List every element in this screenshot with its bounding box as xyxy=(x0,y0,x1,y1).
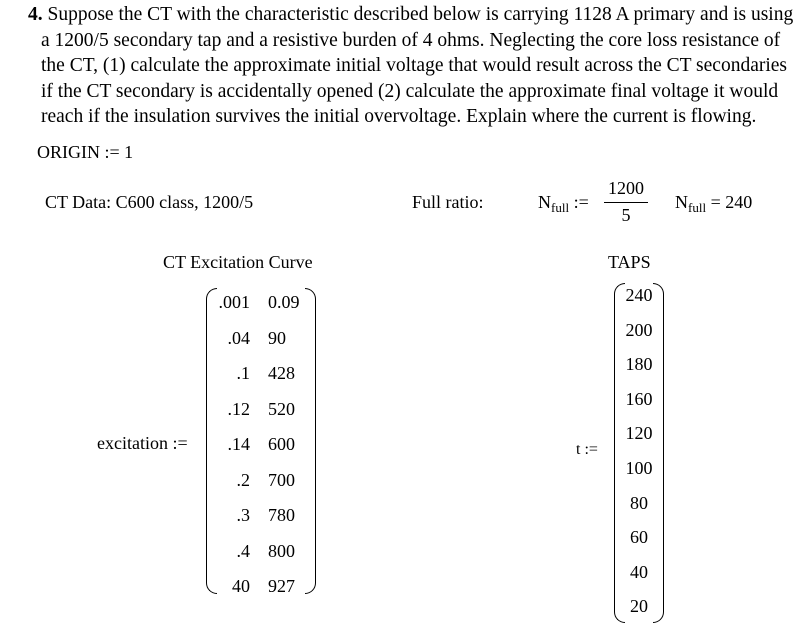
excitation-voltage-cell: 90 xyxy=(268,327,286,348)
excitation-current-cell: .2 xyxy=(236,469,250,490)
tap-cell: 20 xyxy=(630,596,648,617)
tap-cell: 80 xyxy=(630,492,648,513)
excitation-voltage-cell: 927 xyxy=(268,576,295,596)
problem-text: Suppose the CT with the characteristic described below is carrying 1128 A primary and is using a 1200/5 secondary tap and a resistive burden of 4 ohms. Neglecting the core loss resistance of the CT, (1) calculate the approximate initial voltage that would result across the CT secondaries if the CT secondary is accidentally opened (2) calculate the approximate final voltage it would reach if the insulation survives the initial overvoltage. Explain where the current is flowing. xyxy=(41,4,794,127)
tap-cell: 100 xyxy=(625,458,653,478)
excitation-label: excitation := xyxy=(97,433,188,453)
excitation-voltage-cell: 700 xyxy=(268,469,295,490)
excitation-voltage-cell: 780 xyxy=(268,505,295,525)
excitation-voltage-cell: 800 xyxy=(268,540,295,561)
excitation-voltage-cell: 600 xyxy=(268,434,295,454)
fraction-numerator: 1200 xyxy=(608,178,644,198)
tap-cell: 120 xyxy=(625,423,653,444)
taps-title: TAPS xyxy=(608,252,651,272)
excitation-row xyxy=(206,470,316,490)
tap-cell: 160 xyxy=(625,388,653,409)
excitation-voltage-cell: 0.09 xyxy=(268,292,300,312)
nfull-definition xyxy=(538,192,589,213)
taps-label: t := xyxy=(576,441,598,458)
nfull-result-value: = 240 xyxy=(710,192,753,212)
nfull-subscript: full xyxy=(551,200,570,215)
nfull-symbol: N xyxy=(538,192,551,212)
nfull-result xyxy=(675,192,752,213)
problem-statement xyxy=(28,2,798,130)
tap-cell: 60 xyxy=(630,527,648,548)
excitation-current-cell: .3 xyxy=(236,505,250,525)
tap-cell: 200 xyxy=(625,319,653,340)
excitation-curve-title: CT Excitation Curve xyxy=(163,252,313,272)
fraction-bar xyxy=(604,202,648,203)
excitation-matrix xyxy=(206,288,316,594)
excitation-current-cell: 40 xyxy=(232,576,250,596)
problem-number: 4. xyxy=(28,4,43,25)
excitation-current-cell: .04 xyxy=(227,327,250,348)
assign-operator: := xyxy=(573,192,589,212)
nfull-result-symbol: N xyxy=(675,192,688,212)
excitation-row xyxy=(206,363,316,383)
tap-cell: 40 xyxy=(630,561,648,582)
excitation-current-cell: .12 xyxy=(227,398,250,419)
excitation-current-cell: .1 xyxy=(236,363,250,383)
fraction-denominator: 5 xyxy=(621,205,631,225)
excitation-row xyxy=(206,399,316,419)
origin-definition: ORIGIN := 1 xyxy=(37,142,134,162)
excitation-current-cell: .14 xyxy=(227,434,250,454)
ct-data: CT Data: C600 class, 1200/5 xyxy=(45,192,254,212)
tap-cell: 180 xyxy=(625,354,653,375)
ratio-fraction xyxy=(604,178,648,226)
excitation-row xyxy=(206,434,316,454)
nfull-result-subscript: full xyxy=(688,200,707,215)
excitation-row xyxy=(206,505,316,525)
full-ratio-label: Full ratio: xyxy=(412,192,484,212)
excitation-voltage-cell: 520 xyxy=(268,398,295,419)
excitation-row xyxy=(206,541,316,561)
excitation-current-cell: .001 xyxy=(218,292,250,312)
taps-matrix xyxy=(614,283,664,623)
excitation-voltage-cell: 428 xyxy=(268,363,295,383)
tap-cell: 240 xyxy=(625,285,653,305)
excitation-current-cell: .4 xyxy=(236,540,250,561)
excitation-row xyxy=(206,292,316,312)
excitation-row xyxy=(206,576,316,596)
excitation-row xyxy=(206,328,316,348)
